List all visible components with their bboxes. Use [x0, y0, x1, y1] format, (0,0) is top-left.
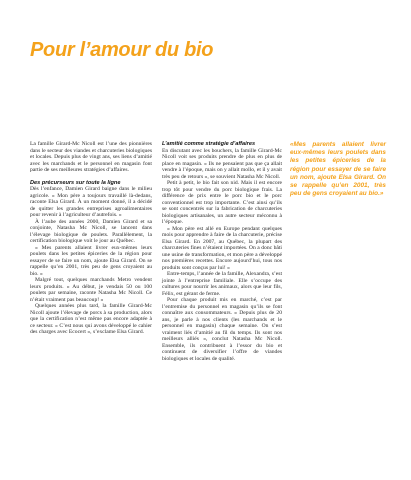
- body-paragraph: « Mes parents allaient livrer eux-mêmes leurs poulets dans les petites épiceries de la région pour essayer de se faire un nom, ajoute Elsa Girard. On se rappelle qu’en 2001, très peu de gens croyaient au bio. »: [30, 244, 152, 277]
- body-paragraph: Malgré tout, quelques marchands Metro vendent leurs produits. « Au début, je vendais 50 ou 100 poulets par semaine, raconte Natasha Mc Nicoll. Ce n’était vraiment pas beaucoup! »: [30, 277, 152, 303]
- pull-quote-column: [290, 141, 386, 198]
- body-paragraph: Quelques années plus tard, la famille Girard-Mc Nicoll ajoute l’élevage de porcs à sa production, alors que la certification n’est même pas encore adaptée à ce secteur. « C’est nous qui avons développé le cahier des charges avec Ecocert », s’exclame Elsa Girard.: [30, 303, 152, 335]
- subheading-amitie: L’amitié comme stratégie d’affaires: [162, 141, 256, 147]
- article-title: Pour l’amour du bio: [30, 39, 214, 61]
- body-paragraph: En discutant avec les bouchers, la famille Girard-Mc Nicoll voit ses produits prendre de plus en plus de place en magasin. « Ils ne pensaient pas que ça allait vendre à l’époque, mais on y allait mollo, et il y avait très peu de retours », se souvient Natasha Mc Nicoll.: [162, 147, 282, 180]
- body-paragraph: À l’aube des années 2000, Damien Girard et sa conjointe, Natasha Mc Nicoll, se lancent dans l’élevage biologique de poulets. Parallèlement, la certification biologique voit le jour au Québec.: [30, 218, 152, 244]
- text-column-2: [162, 141, 282, 362]
- intro-paragraph: La famille Girard-Mc Nicoll est l’une des pionnières dans le secteur des viandes et charcuteries biologiques et locales. Depuis plus de vingt ans, ses liens d’amitié avec les marchands et le personnel en magasin font partie de ses meilleures stratégies d’affaires.: [30, 141, 152, 173]
- body-paragraph: « Mon père est allé en Europe pendant quelques mois pour apprendre à faire de la charcuterie, précise Elsa Girard. En 2007, au Québec, la plupart des charcuteries fines n’étaient importées. On a donc bâti une usine de transformation, et mon père a développé nos premières recettes. Encore aujourd’hui, tous nos produits sont conçus par lui! »: [162, 225, 282, 271]
- text-column-1: [30, 141, 152, 336]
- body-paragraph: Petit à petit, le bio fait son nid. Mais il est encore trop tôt pour vendre du porc biologique frais. La différence de prix entre le porc bio et le porc conventionnel est trop importante. C’est ainsi qu’ils se sont concentrés sur la fabrication de charcuteries biologiques artisanales, un autre secteur méconnu à l’époque.: [162, 180, 282, 225]
- body-paragraph: Pour chaque produit mis en marché, c’est par l’entremise du personnel en magasin qu’ils se font connaître aux consommateurs. « Depuis plus de 20 ans, je parle à nos clients (les marchands et le personnel en magasin) chaque semaine. On s’est vraiment liés d’amitié au fil du temps. Ils sont nos meilleurs alliés », conclut Natasha Mc Nicoll. Ensemble, ils contribuent à l’essor du bio et continuent de diversifier l’offre de viandes biologiques et locales de qualité.: [162, 297, 282, 362]
- body-paragraph: Entre-temps, l’année de la famille, Alexandra, s’est jointe à l’entreprise familiale. Elle s’occupe des cultures pour nourrir les animaux, alors que leur fils, Félix, est gérant de ferme.: [162, 271, 282, 297]
- pull-quote: «Mes parents allaient livrer eux-mêmes leurs poulets dans les petites épiceries de la région pour essayer de se faire un nom, ajoute Elsa Girard. On se rappelle qu’en 2001, très peu de gens croyaient au bio.»: [290, 141, 386, 198]
- subheading-precurseurs: Des précurseurs sur toute la ligne: [30, 179, 121, 186]
- body-paragraph: Dès l’enfance, Damien Girard baigne dans le milieu agricole. « Mon père a toujours travaillé là-dedans, raconte Elsa Girard. À un moment donné, il a décidé de quitter les grandes entreprises agroalimentaires pour revenir à l’agriculteur d’autrefois. »: [30, 186, 152, 218]
